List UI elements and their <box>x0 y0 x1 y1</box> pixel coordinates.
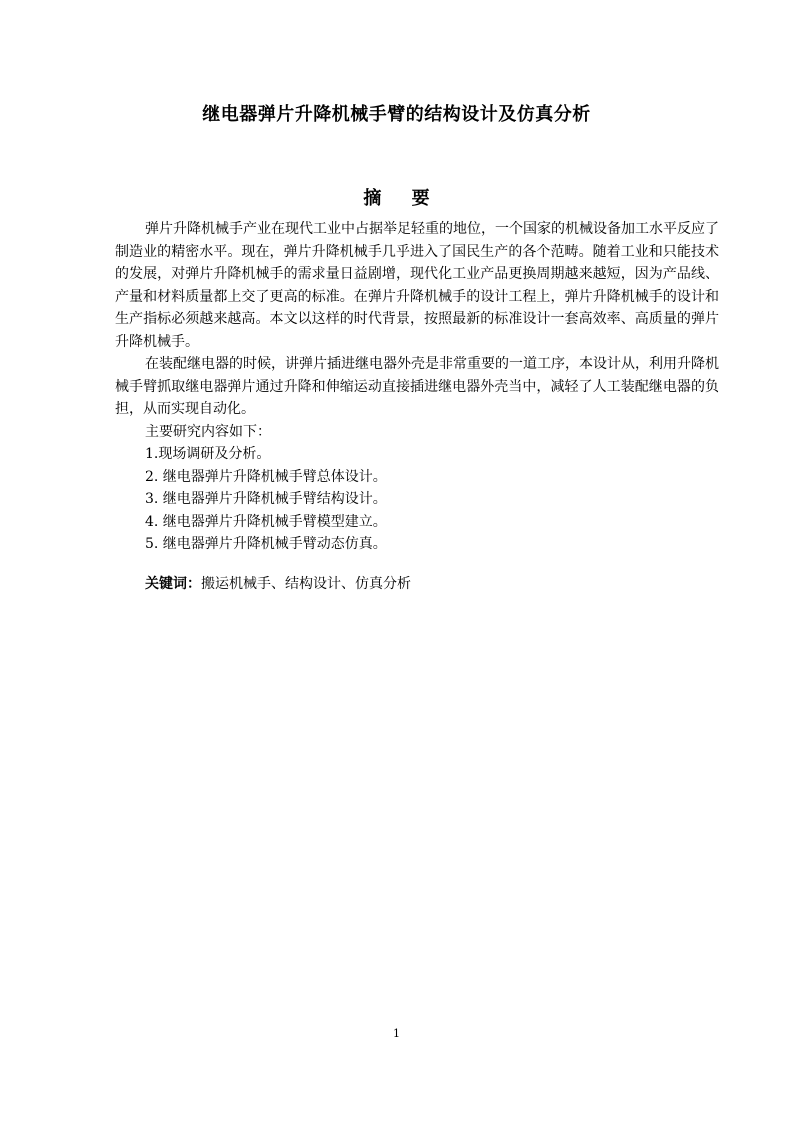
list-item: 1.现场调研及分析。 <box>145 446 271 462</box>
keywords-label: 关键词： <box>145 576 201 592</box>
abstract-body <box>115 218 719 556</box>
abstract-heading: 摘 要 <box>363 188 442 209</box>
list-item: 4. 继电器弹片升降机械手臂模型建立。 <box>145 513 387 530</box>
keywords-value: 搬运机械手、结构设计、仿真分析 <box>201 576 411 592</box>
list-item: 5. 继电器弹片升降机械手臂动态仿真。 <box>145 536 387 552</box>
research-content-list <box>115 443 719 556</box>
page-number: 1 <box>393 1027 400 1040</box>
document-title: 继电器弹片升降机械手臂的结构设计及仿真分析 <box>202 104 591 125</box>
list-item: 2. 继电器弹片升降机械手臂总体设计。 <box>145 468 387 485</box>
list-item: 3. 继电器弹片升降机械手臂结构设计。 <box>145 491 387 507</box>
abstract-paragraph: 在装配继电器的时候，讲弹片插进继电器外壳是非常重要的一道工序，本设计从，利用升降机械手臂抓取继电器弹片通过升降和伸缩运动直接插进继电器外壳当中，减轻了人工装配继电器的负担，从而实现自动化。 <box>115 356 719 417</box>
research-content-intro: 主要研究内容如下： <box>145 423 271 440</box>
keywords-line <box>145 573 411 595</box>
abstract-paragraph: 弹片升降机械手产业在现代工业中占据举足轻重的地位，一个国家的机械设备加工水平反应了制造业的精密水平。现在，弹片升降机械手几乎进入了国民生产的各个范畴。随着工业和只能技术的发展，对弹片升降机械手的需求量日益剧增，现代化工业产品更换周期越来越短，因为产品线、产量和材料质量都上交了更高的标准。在弹片升降机械手的设计工程上，弹片升降机械手的设计和生产指标必须越来越高。本文以这样的时代背景，按照最新的标准设计一套高效率、高质量的弹片升降机械手。 <box>115 221 719 350</box>
